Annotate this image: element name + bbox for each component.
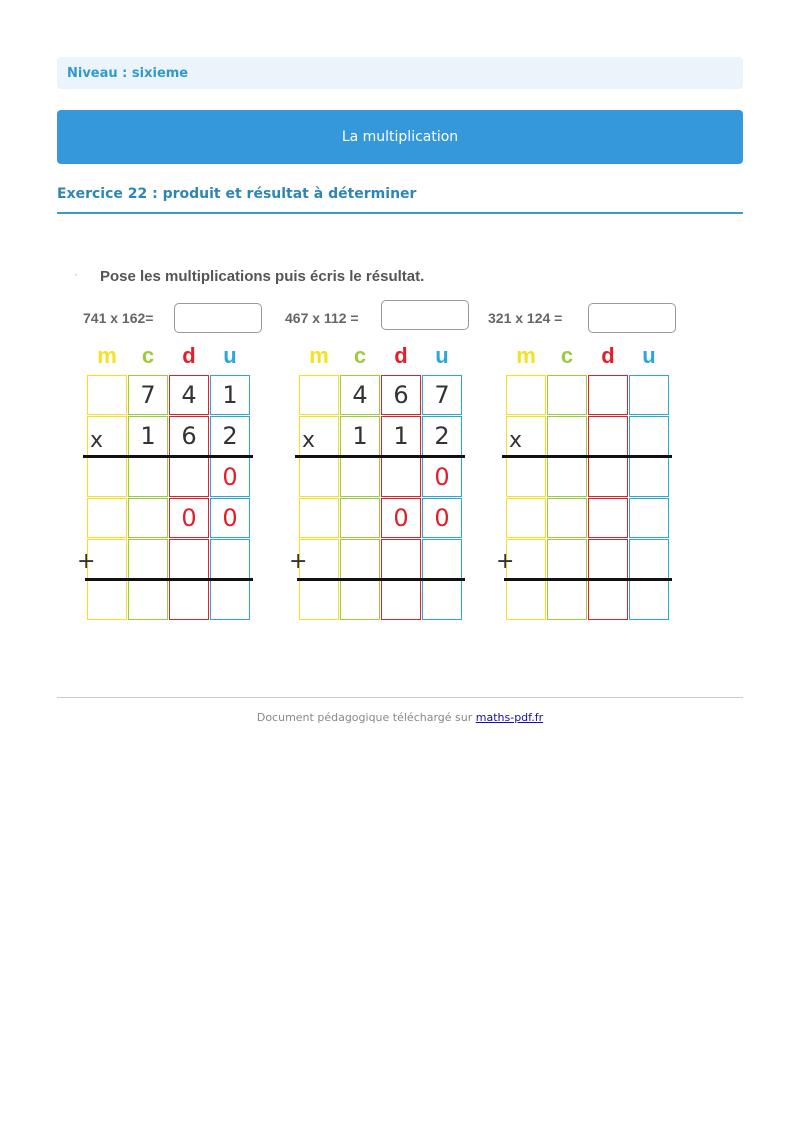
grid-cell[interactable] bbox=[381, 539, 421, 579]
grid-cell[interactable] bbox=[547, 375, 587, 415]
operation-label-1: 741 x 162= bbox=[83, 310, 154, 326]
grid-digit: 0 bbox=[434, 504, 450, 532]
page-title: La multiplication bbox=[57, 110, 743, 164]
grid-cell[interactable] bbox=[547, 457, 587, 497]
plus-sign: + bbox=[289, 549, 308, 574]
grid-cell[interactable] bbox=[340, 580, 380, 620]
column-letter-c: c bbox=[560, 343, 574, 368]
grid-cell[interactable] bbox=[299, 375, 339, 415]
grid-cell[interactable] bbox=[128, 498, 168, 538]
grid-cell[interactable] bbox=[299, 580, 339, 620]
grid-digit: 6 bbox=[393, 381, 409, 409]
grid-digit: 1 bbox=[393, 422, 409, 450]
grid-cell[interactable] bbox=[588, 375, 628, 415]
answer-input-2[interactable] bbox=[381, 300, 469, 330]
grid-digit: 0 bbox=[393, 504, 409, 532]
grid-cell[interactable] bbox=[506, 580, 546, 620]
grid-cell[interactable] bbox=[87, 580, 127, 620]
grid-cell[interactable] bbox=[299, 498, 339, 538]
times-sign: x bbox=[90, 428, 104, 453]
grid-cell[interactable] bbox=[128, 580, 168, 620]
grid-cell[interactable] bbox=[588, 457, 628, 497]
grid-digit: 4 bbox=[352, 381, 368, 409]
grid-cell[interactable] bbox=[547, 539, 587, 579]
grid-cell[interactable] bbox=[422, 580, 462, 620]
footer-divider bbox=[57, 697, 743, 698]
multiply-line bbox=[295, 455, 465, 458]
grid-cell[interactable] bbox=[128, 539, 168, 579]
grid-cell[interactable] bbox=[210, 539, 250, 579]
column-letter-m: m bbox=[309, 343, 329, 368]
grid-digit: 4 bbox=[181, 381, 197, 409]
grid-cell[interactable] bbox=[629, 457, 669, 497]
grid-cell[interactable] bbox=[506, 375, 546, 415]
times-sign: x bbox=[509, 428, 523, 453]
sum-line bbox=[85, 578, 253, 581]
grid-digit: 1 bbox=[140, 422, 156, 450]
grid-cell[interactable] bbox=[299, 457, 339, 497]
grid-cell[interactable] bbox=[422, 539, 462, 579]
grid-cell[interactable] bbox=[340, 457, 380, 497]
grid-cell[interactable] bbox=[547, 416, 587, 456]
multiply-line bbox=[502, 455, 672, 458]
grid-cell[interactable] bbox=[87, 498, 127, 538]
grid-cell[interactable] bbox=[547, 498, 587, 538]
column-letter-d: d bbox=[601, 343, 615, 368]
grid-cell[interactable] bbox=[629, 375, 669, 415]
grid-cell[interactable] bbox=[340, 498, 380, 538]
grid-cell[interactable] bbox=[169, 580, 209, 620]
column-letter-d: d bbox=[182, 343, 196, 368]
column-letter-d: d bbox=[394, 343, 408, 368]
grid-digit: 6 bbox=[181, 422, 197, 450]
grid-cell[interactable] bbox=[340, 539, 380, 579]
answer-input-3[interactable] bbox=[588, 303, 676, 333]
sum-line bbox=[297, 578, 465, 581]
grid-cell[interactable] bbox=[381, 580, 421, 620]
grid-cell[interactable] bbox=[588, 498, 628, 538]
sum-line bbox=[504, 578, 672, 581]
grid-digit: 0 bbox=[181, 504, 197, 532]
grid-digit: 0 bbox=[222, 504, 238, 532]
grid-digit: 7 bbox=[140, 381, 156, 409]
grid-cell[interactable] bbox=[169, 539, 209, 579]
grid-digit: 1 bbox=[352, 422, 368, 450]
grid-digit: 2 bbox=[434, 422, 450, 450]
grid-digit: 2 bbox=[222, 422, 238, 450]
grid-cell[interactable] bbox=[629, 539, 669, 579]
grid-cell[interactable] bbox=[87, 457, 127, 497]
grid-digit: 0 bbox=[434, 463, 450, 491]
footer-link[interactable]: maths-pdf.fr bbox=[475, 711, 544, 724]
grid-cell[interactable] bbox=[128, 457, 168, 497]
grid-cell[interactable] bbox=[588, 580, 628, 620]
grid-cell[interactable] bbox=[629, 580, 669, 620]
footer-text: Document pédagogique téléchargé sur bbox=[256, 711, 476, 724]
grid-cell[interactable] bbox=[547, 580, 587, 620]
column-letter-u: u bbox=[435, 343, 449, 368]
column-letter-u: u bbox=[223, 343, 237, 368]
multiply-line bbox=[83, 455, 253, 458]
grid-cell[interactable] bbox=[629, 498, 669, 538]
grid-cell[interactable] bbox=[506, 457, 546, 497]
grid-cell[interactable] bbox=[210, 580, 250, 620]
column-letter-u: u bbox=[642, 343, 656, 368]
operation-label-3: 321 x 124 = bbox=[488, 310, 563, 326]
column-letter-m: m bbox=[97, 343, 117, 368]
grid-cell[interactable] bbox=[169, 457, 209, 497]
operation-label-2: 467 x 112 = bbox=[285, 310, 359, 326]
grid-cell[interactable] bbox=[381, 457, 421, 497]
grid-cell[interactable] bbox=[588, 416, 628, 456]
times-sign: x bbox=[302, 428, 316, 453]
grid-cell[interactable] bbox=[87, 375, 127, 415]
grid-cell[interactable] bbox=[629, 416, 669, 456]
answer-input-1[interactable] bbox=[174, 303, 262, 333]
plus-sign: + bbox=[77, 549, 96, 574]
grid-cell[interactable] bbox=[506, 498, 546, 538]
grid-cell[interactable] bbox=[588, 539, 628, 579]
grid-digit: 1 bbox=[222, 381, 238, 409]
column-letter-m: m bbox=[516, 343, 536, 368]
plus-sign: + bbox=[496, 549, 515, 574]
exercise-title: Exercice 22 : produit et résultat à déterminer bbox=[57, 186, 417, 202]
level-banner: Niveau : sixieme bbox=[57, 57, 743, 89]
grid-digit: 7 bbox=[434, 381, 450, 409]
column-letter-c: c bbox=[353, 343, 367, 368]
instruction-text: Pose les multiplications puis écris le résultat. bbox=[100, 268, 425, 285]
column-letter-c: c bbox=[141, 343, 155, 368]
footer bbox=[57, 711, 743, 724]
grid-digit: 0 bbox=[222, 463, 238, 491]
exercise-divider bbox=[57, 212, 743, 214]
bullet-icon: · bbox=[74, 268, 78, 282]
